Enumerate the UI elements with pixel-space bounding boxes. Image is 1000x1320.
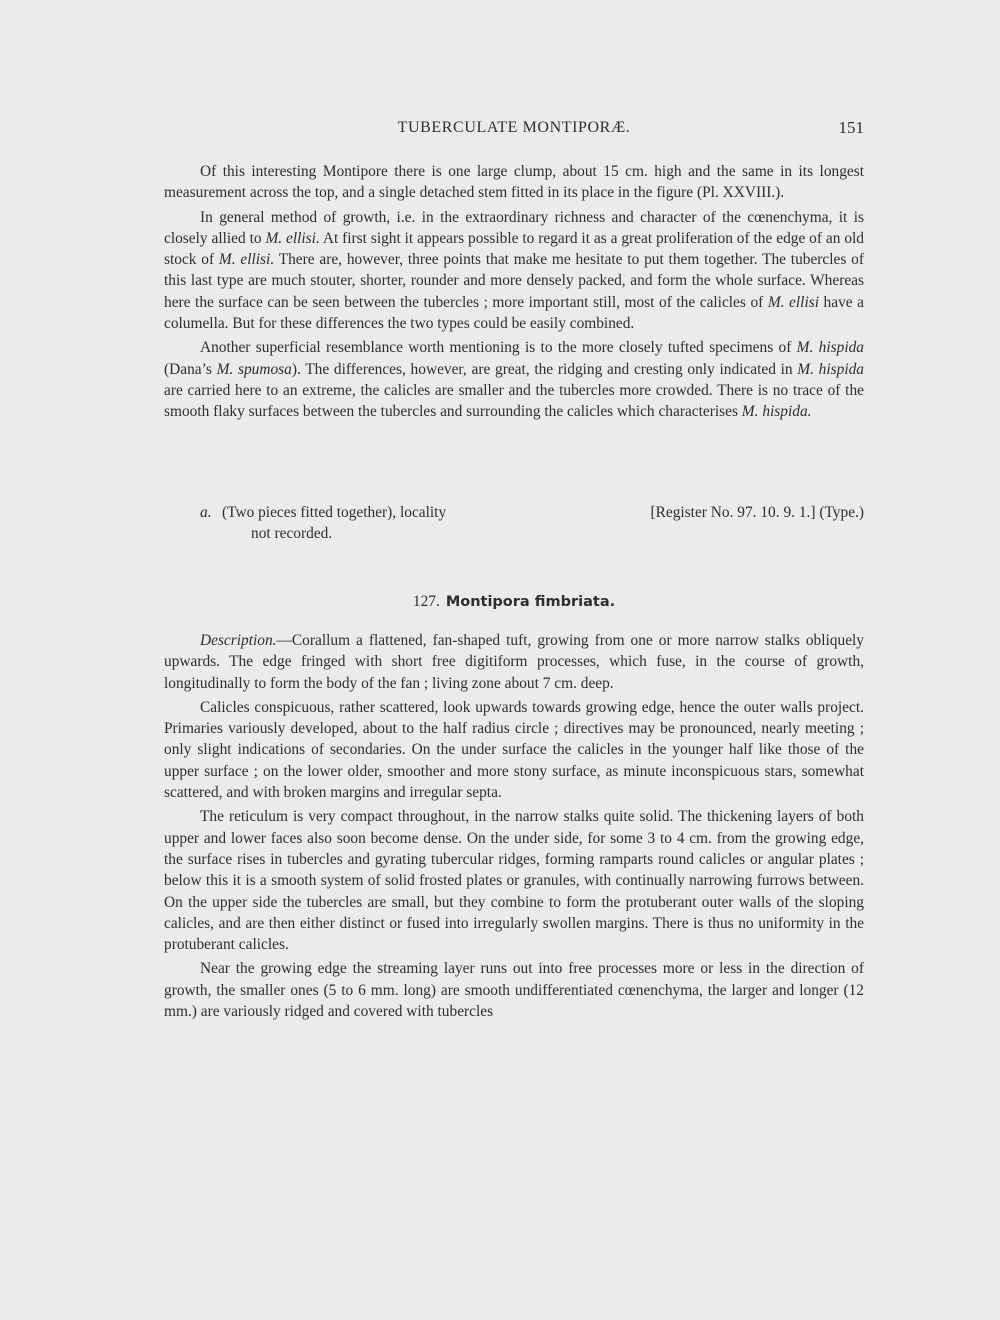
specimen-description: (Two pieces fitted together), locality bbox=[222, 504, 447, 521]
running-head bbox=[164, 119, 864, 143]
specimen-description-continued: not recorded. bbox=[251, 525, 333, 542]
specimen-letter: a. bbox=[200, 504, 212, 521]
species-number: 127. bbox=[412, 593, 440, 610]
page-number: 151 bbox=[838, 118, 864, 137]
paragraph: Of this interesting Montipore there is one large clump, about 15 cm. high and the same in its longest measurement across the top, and a single detached stem fitted in its place in the figure (Pl. XXVIII.). bbox=[164, 163, 864, 202]
species-heading bbox=[164, 593, 864, 611]
paragraph: In general method of growth, i.e. in the extraordinary richness and character of the cœnenchyma, it is closely allied to M. ellisi. At first sight it appears possible to regard it as a great proliferation of the edge of an old stock of M. ellisi. There are, however, three points that make me hesitate to put them together. The tubercles of this last type are much stouter, shorter, rounder and more densely packed, and form the whole surface. Whereas here the surface can be seen between the tubercles ; more important still, most of the calicles of M. ellisi have a columella. But for these differences the two types could be easily combined. bbox=[164, 208, 864, 333]
paragraph: Calicles conspicuous, rather scattered, look upwards towards growing edge, hence the outer walls project. Primaries variously developed, about to the half radius circle ; directives may be pronounced, nearly meeting ; only slight indications of secondaries. On the under surface the calicles in the younger half like those of the upper surface ; on the lower older, smoother and more stony surface, as minute inconspicuous stars, somewhat scattered, and with broken margins and irregular septa. bbox=[164, 698, 864, 802]
running-title: TUBERCULATE MONTIPORÆ. bbox=[397, 119, 631, 136]
intro-text bbox=[164, 161, 864, 426]
paragraph: Near the growing edge the streaming layer runs out into free processes more or less in the direction of growth, the smaller ones (5 to 6 mm. long) are smooth undifferentiated cœnenchyma, the larger and longer (12 mm.) are variously ridged and covered with tubercles bbox=[164, 960, 864, 1021]
description-label: Description. bbox=[200, 632, 277, 649]
register-number: [Register No. 97. 10. 9. 1.] (Type.) bbox=[650, 504, 864, 521]
paragraph: The reticulum is very compact throughout, in the narrow stalks quite solid. The thickening layers of both upper and lower faces also soon become dense. On the under side, for some 3 to 4 cm. from the growing edge, the surface rises in tubercles and gyrating tubercular ridges, forming ramparts round calicles or angular plates ; below this it is a smooth system of solid frosted plates or granules, with continually narrowing furrows between. On the upper side the tubercles are small, but they combine to form the protuberant outer walls of the sloping calicles, and are then either distinct or fused into irregularly swollen margins. There is thus no uniformity in the protuberant calicles. bbox=[164, 808, 864, 954]
species-name: Montipora fimbriata. bbox=[445, 594, 616, 610]
paragraph: Description.—Corallum a flattened, fan-shaped tuft, growing from one or more narrow stalks obliquely upwards. The edge fringed with short free digitiform processes, which fuse, in the course of growth, longitudinally to form the body of the fan ; living zone about 7 cm. deep. bbox=[164, 632, 864, 692]
paragraph: Another superficial resemblance worth mentioning is to the more closely tufted specimens of M. hispida (Dana’s M. spumosa). The differences, however, are great, the ridging and cresting only indicated in M. hispida are carried here to an extreme, the calicles are smaller and the tubercles more crowded. There is no trace of the smooth flaky surfaces between the tubercles and surrounding the calicles which characterises M. hispida. bbox=[164, 339, 865, 421]
description-text bbox=[164, 630, 864, 1025]
specimen-entry bbox=[164, 502, 864, 546]
